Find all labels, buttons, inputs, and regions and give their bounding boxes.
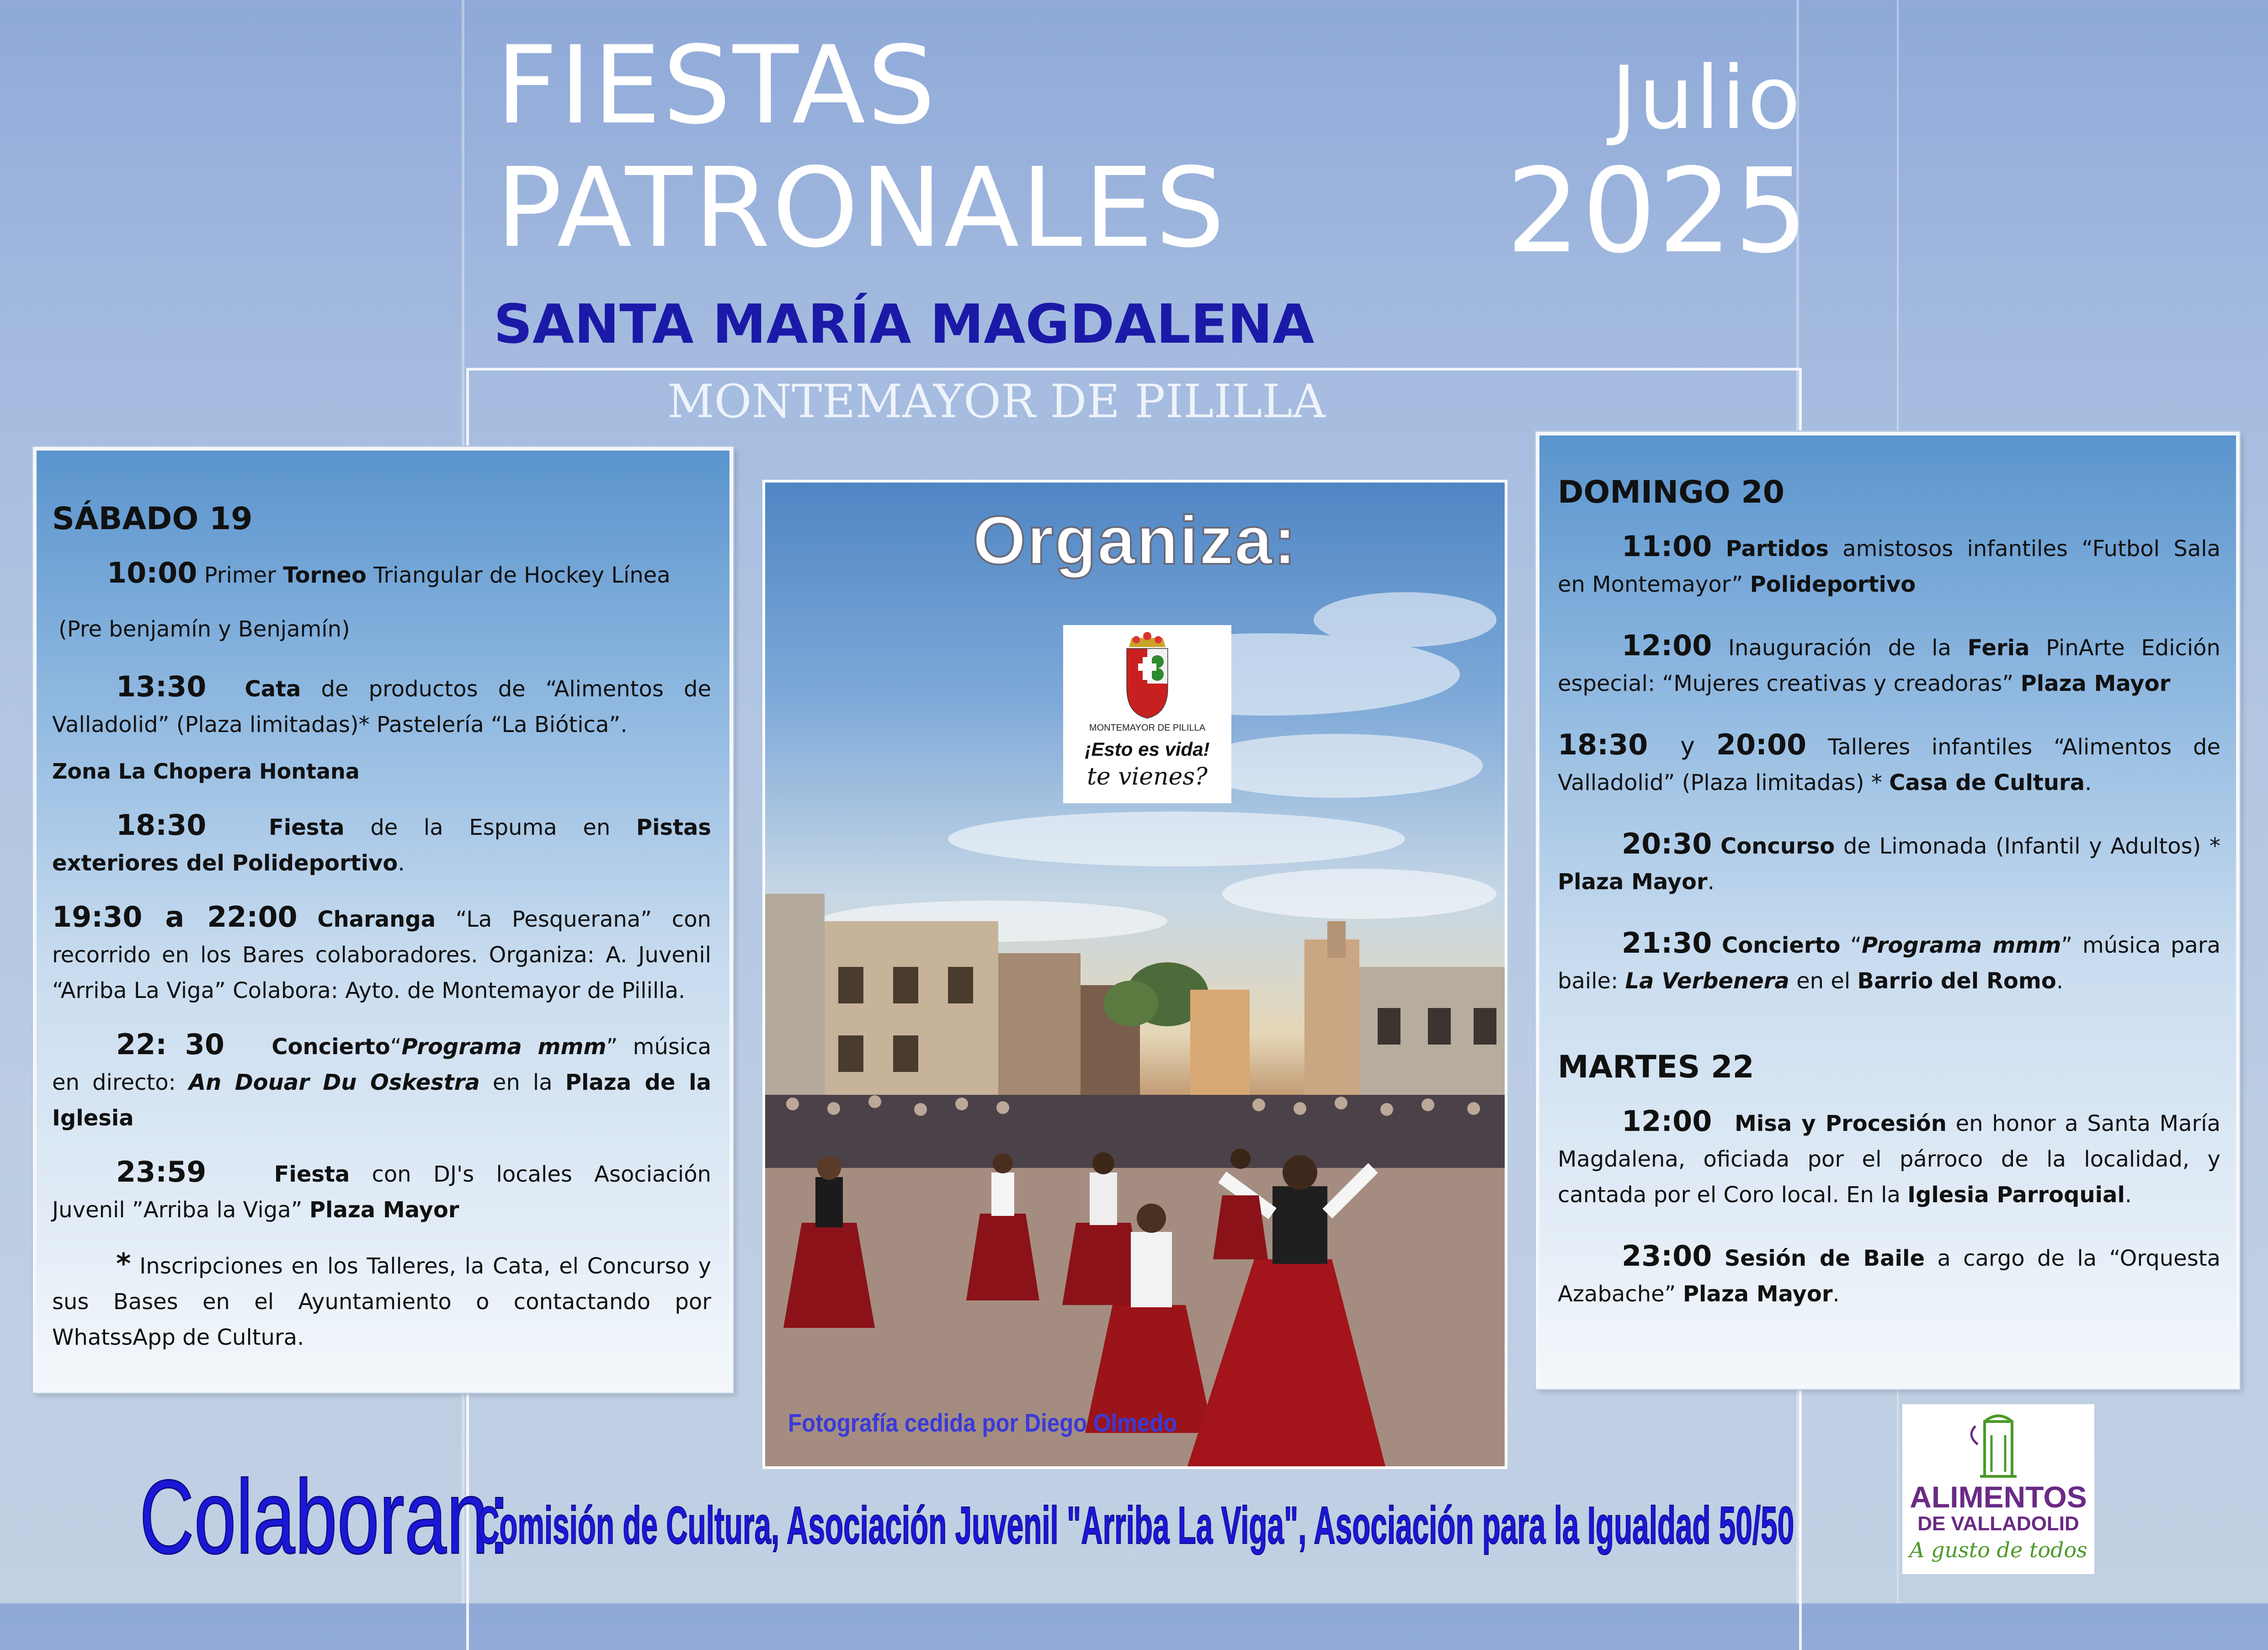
event-text: . bbox=[1832, 1281, 1840, 1307]
saturday-event-4 bbox=[52, 899, 711, 1008]
alimentos-brand-line2: DE VALLADOLID bbox=[1917, 1512, 2079, 1535]
event-text: . bbox=[398, 850, 405, 876]
event-place: Plaza Mayor bbox=[1682, 1281, 1833, 1307]
event-text: con DJ's locales Asociación Juvenil ”Arriba la Viga” bbox=[52, 1162, 711, 1223]
event-text: . bbox=[1707, 869, 1714, 895]
sunday-tuesday-panel bbox=[1536, 432, 2240, 1389]
event-text: a cargo de la “Orquesta Azabache” bbox=[1558, 1246, 2220, 1307]
saturday-event-2 bbox=[52, 669, 711, 743]
event-time: 22: 30 bbox=[116, 1028, 224, 1061]
event-place: Barrio del Romo bbox=[1857, 968, 2056, 994]
town-logo bbox=[1063, 625, 1231, 803]
event-time: 21:30 bbox=[1622, 926, 1712, 960]
alimentos-emblem-icon bbox=[1902, 1408, 2094, 1486]
event-place: Plaza Mayor bbox=[2020, 671, 2171, 696]
event-text: y bbox=[1680, 732, 1695, 760]
event-title: Fiesta bbox=[274, 1162, 350, 1187]
saturday-event-3 bbox=[52, 807, 711, 881]
event-text: amistosos infantiles “Futbol Sala en Montemayor” bbox=[1558, 536, 2220, 597]
colaboran-text: Comisión de Cultura, Asociación Juvenil "Arriba La Viga", Asociación para la Igualdad 50/50 bbox=[478, 1496, 1794, 1555]
event-time: 20:30 bbox=[1622, 827, 1712, 860]
coat-of-arms-icon bbox=[1063, 629, 1231, 720]
event-title: Concurso bbox=[1720, 833, 1835, 859]
event-place: Iglesia Parroquial bbox=[1907, 1182, 2125, 1208]
sunday-event-5 bbox=[1558, 925, 2220, 999]
event-title: Fiesta bbox=[268, 815, 345, 840]
event-artist: An Douar Du Oskestra bbox=[188, 1070, 480, 1095]
note-asterisk: * bbox=[116, 1247, 131, 1280]
sunday-event-2 bbox=[1558, 628, 2220, 701]
event-title: Charanga bbox=[317, 907, 436, 932]
event-text: de la Espuma en bbox=[370, 815, 611, 840]
sunday-event-4 bbox=[1558, 826, 2220, 900]
event-text: . bbox=[2124, 1182, 2132, 1208]
event-text: “La Pesquerana” con recorrido en los Bares colaboradores. Organiza: A. Juvenil “Arriba La Viga” Colabora: Ayto. de Montemayor de Pililla. bbox=[52, 907, 711, 1003]
event-text: Triangular de Hockey Línea bbox=[373, 562, 671, 588]
tuesday-event-2 bbox=[1558, 1238, 2220, 1312]
header-town: MONTEMAYOR DE PILILLA bbox=[667, 375, 1326, 428]
event-place: Plaza de la Iglesia bbox=[52, 1070, 711, 1131]
note-text: Inscripciones en los Talleres, la Cata, el Concurso y sus Bases en el Ayuntamiento o contactando por WhatssApp de Cultura. bbox=[52, 1253, 711, 1350]
event-time: 23:00 bbox=[1622, 1239, 1712, 1273]
event-artist: Programa mmm bbox=[401, 1034, 607, 1060]
saturday-event-1-note: (Pre benjamín y Benjamín) bbox=[59, 616, 350, 642]
event-time: 19:30 a 22:00 bbox=[52, 900, 298, 934]
alimentos-brand-line1: ALIMENTOS bbox=[1910, 1480, 2087, 1514]
event-place: Polideportivo bbox=[1750, 572, 1916, 597]
event-time: 18:30 bbox=[116, 808, 207, 842]
sunday-event-1 bbox=[1558, 529, 2220, 602]
dance-photo bbox=[762, 480, 1507, 1469]
alimentos-tagline: A gusto de todos bbox=[1909, 1538, 2087, 1562]
title-patronales: PATRONALES bbox=[496, 144, 1227, 272]
event-text: . bbox=[2085, 770, 2092, 796]
event-title: Cata bbox=[245, 676, 301, 702]
event-text: ” música para baile: bbox=[1558, 933, 2220, 994]
photo-credit: Fotografía cedida por Diego Olmedo bbox=[788, 1408, 1177, 1437]
saturday-event-6 bbox=[52, 1154, 711, 1228]
event-text: “ bbox=[390, 1034, 402, 1060]
event-text: PinArte Edición especial: “Mujeres creativas y creadoras” bbox=[1558, 635, 2220, 696]
event-time: 18:30 bbox=[1558, 728, 1648, 761]
alimentos-logo bbox=[1902, 1404, 2094, 1574]
event-title: Concierto bbox=[272, 1034, 390, 1060]
event-time: 10:00 bbox=[107, 556, 197, 589]
event-title: Partidos bbox=[1725, 536, 1829, 562]
event-text: . bbox=[2056, 968, 2064, 994]
tuesday-heading: MARTES 22 bbox=[1558, 1049, 1754, 1085]
event-place: Casa de Cultura bbox=[1889, 770, 2085, 796]
saturday-panel bbox=[33, 447, 733, 1393]
logo-slogan-1: ¡Esto es vida! bbox=[1085, 738, 1210, 760]
sunday-event-3 bbox=[1558, 727, 2220, 801]
event-artist: La Verbenera bbox=[1625, 968, 1789, 994]
event-text: en el bbox=[1796, 968, 1851, 994]
event-text: Talleres infantiles “Alimentos de Valladolid” (Plaza limitadas) * bbox=[1558, 734, 2220, 796]
event-text: “ bbox=[1850, 933, 1862, 958]
event-place: Pistas exteriores del Polideportivo bbox=[52, 815, 711, 876]
event-title: Torneo bbox=[283, 562, 367, 588]
event-text: en honor a Santa María Magdalena, oficiada por el párroco de la localidad, y cantada por el Coro local. En la bbox=[1558, 1111, 2220, 1208]
event-text: Inauguración de la bbox=[1728, 635, 1951, 661]
saturday-note bbox=[52, 1246, 711, 1355]
title-fiestas: FIESTAS bbox=[496, 23, 937, 148]
event-text: de Limonada (Infantil y Adultos) * bbox=[1843, 833, 2221, 859]
saturday-heading: SÁBADO 19 bbox=[52, 501, 253, 537]
saturday-event-1 bbox=[52, 555, 711, 593]
event-artist: Programa mmm bbox=[1862, 933, 2061, 958]
header-year: 2025 bbox=[1506, 143, 1810, 279]
event-place: Plaza Mayor bbox=[1558, 869, 1708, 895]
organiza-label: Organiza: bbox=[973, 502, 1297, 578]
event-time: 23:59 bbox=[116, 1155, 207, 1188]
colaboran-label: Colaboran: bbox=[139, 1458, 510, 1576]
logo-town-name: MONTEMAYOR DE PILILLA bbox=[1089, 723, 1206, 733]
event-title: Sesión de Baile bbox=[1724, 1246, 1925, 1271]
header-subtitle: SANTA MARÍA MAGDALENA bbox=[494, 292, 1315, 355]
sunday-heading: DOMINGO 20 bbox=[1558, 474, 1785, 510]
logo-slogan-2: te vienes? bbox=[1087, 763, 1208, 791]
event-time: 12:00 bbox=[1622, 629, 1712, 662]
event-time: 11:00 bbox=[1622, 530, 1712, 563]
event-title: Misa y Procesión bbox=[1735, 1111, 1947, 1136]
event-time: 12:00 bbox=[1622, 1104, 1712, 1138]
event-text: Primer bbox=[204, 562, 276, 588]
event-text: en la bbox=[492, 1070, 553, 1095]
event-text: de productos de “Alimentos de Valladolid” (Plaza limitadas)* Pastelería “La Biótica”. bbox=[52, 676, 712, 737]
event-place: Plaza Mayor bbox=[309, 1197, 459, 1223]
header-month: Julio bbox=[1611, 48, 1803, 149]
event-text: ” música en directo: bbox=[52, 1034, 712, 1095]
tuesday-event-1 bbox=[1558, 1104, 2220, 1213]
saturday-event-2-place: Zona La Chopera Hontana bbox=[52, 759, 360, 784]
saturday-event-5 bbox=[52, 1027, 711, 1136]
event-time: 20:00 bbox=[1716, 728, 1807, 761]
event-title: Feria bbox=[1967, 635, 2030, 661]
event-title: Concierto bbox=[1722, 933, 1841, 958]
event-time: 13:30 bbox=[116, 670, 207, 703]
